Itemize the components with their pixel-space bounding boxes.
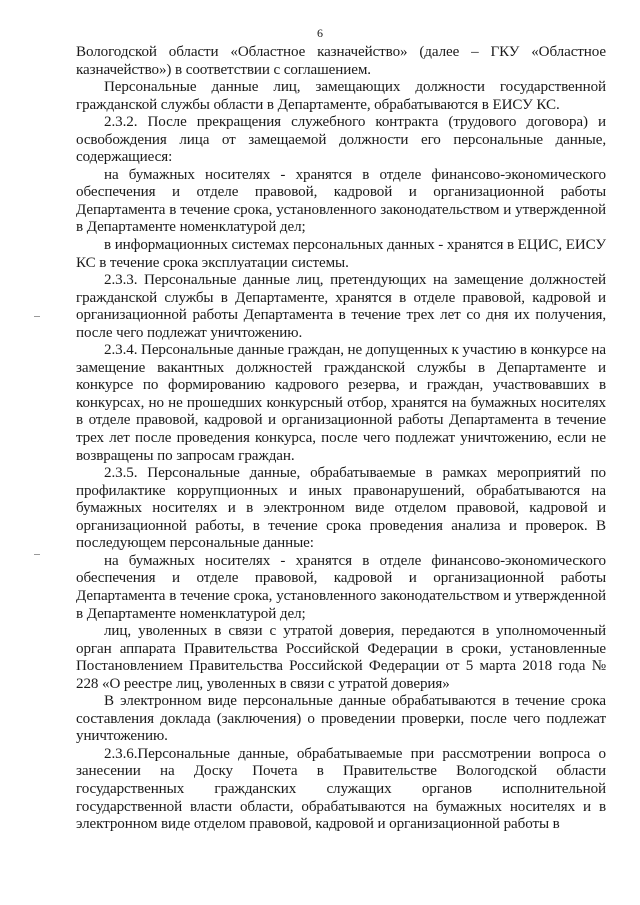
paragraph: В электронном виде персональные данные обрабатываются в течение срока составления доклада (заключения) о проведении проверки, после чего подлежат уничтожению. [76,693,606,745]
page-number: 6 [317,26,323,40]
paragraph: в информационных системах персональных данных - хранятся в ЕЦИС, ЕИСУ КС в течение срока эксплуатации системы. [76,237,606,271]
document-body [76,44,606,834]
paragraph: на бумажных носителях - хранятся в отделе финансово-экономического обеспечения и отделе правовой, кадровой и организационной работы Департамента в течение срока, установленного законодательством и утвержденной в Департаменте номенклатурой дел; [76,552,606,622]
margin-mark [34,316,40,317]
paragraph: 2.3.4. Персональные данные граждан, не допущенных к участию в конкурсе на замещение вакантных должностей гражданской службы в Департаменте и конкурсе по формированию кадрового резерва, и граждан, участвовавших в конкурсах, но не прошедших конкурсный отбор, хранятся на бумажных носителях в отделе правовой, кадровой и организационной работы Департамента в течение трех лет после проведения конкурса, после чего подлежат уничтожению, если не возвращены по запросам граждан. [76,342,607,464]
paragraph: Персональные данные лиц, замещающих должности государственной гражданской службы области в Департаменте, обрабатываются в ЕИСУ КС. [76,79,606,113]
paragraph: 2.3.6.Персональные данные, обрабатываемые при рассмотрении вопроса о занесении на Доску Почета в Правительстве Вологодской области государственных гражданских служащих органов исполнительной государственной власти области, обрабатываются на бумажных носителях и в электронном виде отделом правовой, кадровой и организационной работы в [76,745,606,833]
paragraph: 2.3.5. Персональные данные, обрабатываемые в рамках мероприятий по профилактике коррупционных и иных правонарушений, обрабатываются на бумажных носителях и в электронном виде отделом правовой, кадровой и организационной работы, в течение срока проведения анализа и проверок. В последующем персональные данные: [76,465,606,552]
paragraph: 2.3.3. Персональные данные лиц, претендующих на замещение должностей гражданской службы в Департаменте, хранятся в отделе правовой, кадровой и организационной работы Департамента в течение трех лет со дня их получения, после чего подлежат уничтожению. [76,272,606,341]
margin-mark [34,554,40,555]
paragraph: Вологодской области «Областное казначейство» (далее – ГКУ «Областное казначейство») в соответствии с соглашением. [76,44,606,78]
paragraph: на бумажных носителях - хранятся в отделе финансово-экономического обеспечения и отделе правовой, кадровой и организационной работы Департамента в течение срока, установленного законодательством и утвержденной в Департаменте номенклатурой дел; [76,166,606,236]
paragraph: лиц, уволенных в связи с утратой доверия, передаются в уполномоченный орган аппарата Правительства Российской Федерации в сроки, установленные Постановлением Правительства Российской Федерации от 5 марта 2018 года № 228 «О реестре лиц, уволенных в связи с утратой доверия» [76,623,606,692]
paragraph: 2.3.2. После прекращения служебного контракта (трудового договора) и освобождения лица от замещаемой должности его персональные данные, содержащиеся: [76,114,606,166]
